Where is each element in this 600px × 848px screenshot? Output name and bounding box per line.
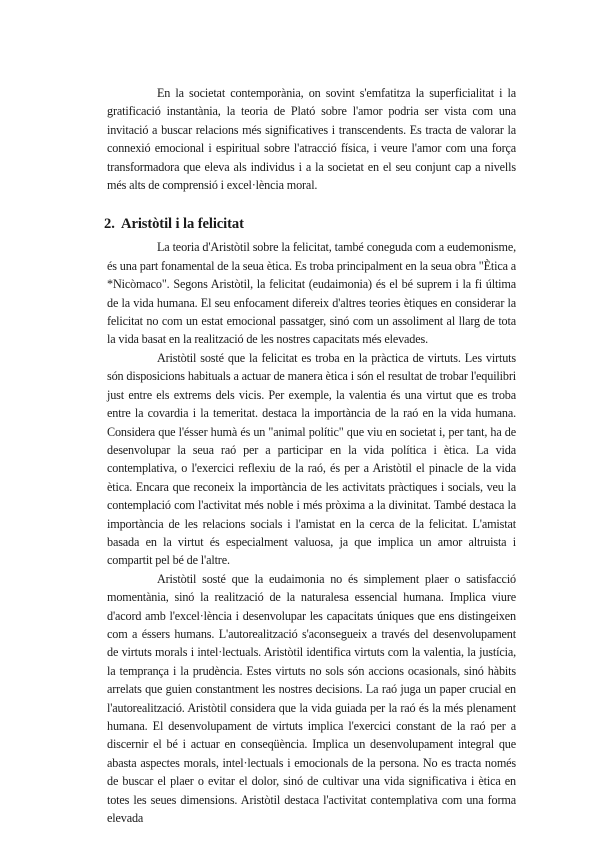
section-number: 2. — [104, 216, 115, 233]
section-title: Aristòtil i la felicitat — [121, 216, 244, 233]
paragraph-plato-conclusion: En la societat contemporània, on sovint s'emfatitza la superficialitat i la gratificació instantània, la teoria de Plató sobre l'amor podria ser vista com una invitació a buscar relacions més significatives i transcendents. Es tracta de valorar la connexió emocional i espiritual sobre l'atracció física, i veure l'amor com una força transformadora que eleva als individus i a la societat en el seu conjunt cap a nivells més alts de comprensió i excel·lència moral. — [107, 86, 516, 193]
section-heading — [104, 216, 516, 238]
paragraph-eudemonisme: La teoria d'Aristòtil sobre la felicitat, també coneguda com a eudemonisme, és una part fonamental de la seua ètica. Es troba principalment en la seua obra "Ètica a *Nicòmaco". Segons Aristòtil, la felicitat (eudaimonia) és el bé suprem i la fi última de la vida humana. El seu enfocament difereix d'altres teories ètiques en considerar la felicitat no com un estat emocional passatger, sinó com un assoliment al llarg de tota la vida basat en la realització de les nostres capacitats més elevades. — [107, 240, 517, 347]
page-content — [104, 84, 517, 827]
paragraph-virtuts: Aristòtil sosté que la felicitat es troba en la pràctica de virtuts. Les virtuts són disposicions habituals a actuar de manera ètica i són el resultat de trobar l'equilibri just entre els extrems dels vicis. Per exemple, la valentia és una virtut que es troba entre la covardia i la temeritat. destaca la importància de la raó en la vida humana. Considera que l'ésser humà és un "animal polític" que viu en societat i, per tant, ha de desenvolupar la seua raó per a participar en la vida política i ètica. La vida contemplativa, o l'exercici reflexiu de la raó, és per a Aristòtil el pinacle de la vida ètica. Encara que reconeix la importància de les activitats pràctiques i socials, veu la contemplació com l'activitat més noble i més pròxima a la divinitat. També destaca la importància de les relacions socials i l'amistat en la cerca de la felicitat. L'amistat basada en la virtut és especialment valuosa, ja que implica un amor altruista i compartit pel bé de l'altre. — [107, 350, 516, 568]
paragraph-eudaimonia: Aristòtil sosté que la eudaimonia no és simplement plaer o satisfacció momentània, sinó la realització de la naturalesa essencial humana. Implica viure d'acord amb l'excel·lència i desenvolupar les capacitats úniques que ens distingeixen com a éssers humans. L'autorealització s'aconsegueix a través del desenvolupament de virtuts morals i intel·lectuals. Aristòtil identifica virtuts com la valentia, la justícia, la temprança i la prudència. Estes virtuts no sols són accions ocasionals, sinó hàbits arrelats que guien constantment les nostres decisions. La raó juga un paper crucial en l'autorealització. Aristòtil considera que la vida guiada per la raó és la més plenament humana. El desenvolupament de virtuts implica l'exercici constant de la raó per a discernir el bé i actuar en conseqüència. Implica un desenvolupament integral que abasta aspectes morals, intel·lectuals i emocionals de la persona. No es tracta només de buscar el plaer o evitar el dolor, sinó de cultivar una vida significativa i ètica en totes les seues dimensions. Aristòtil destaca l'activitat contemplativa com una forma elevada — [107, 571, 516, 826]
